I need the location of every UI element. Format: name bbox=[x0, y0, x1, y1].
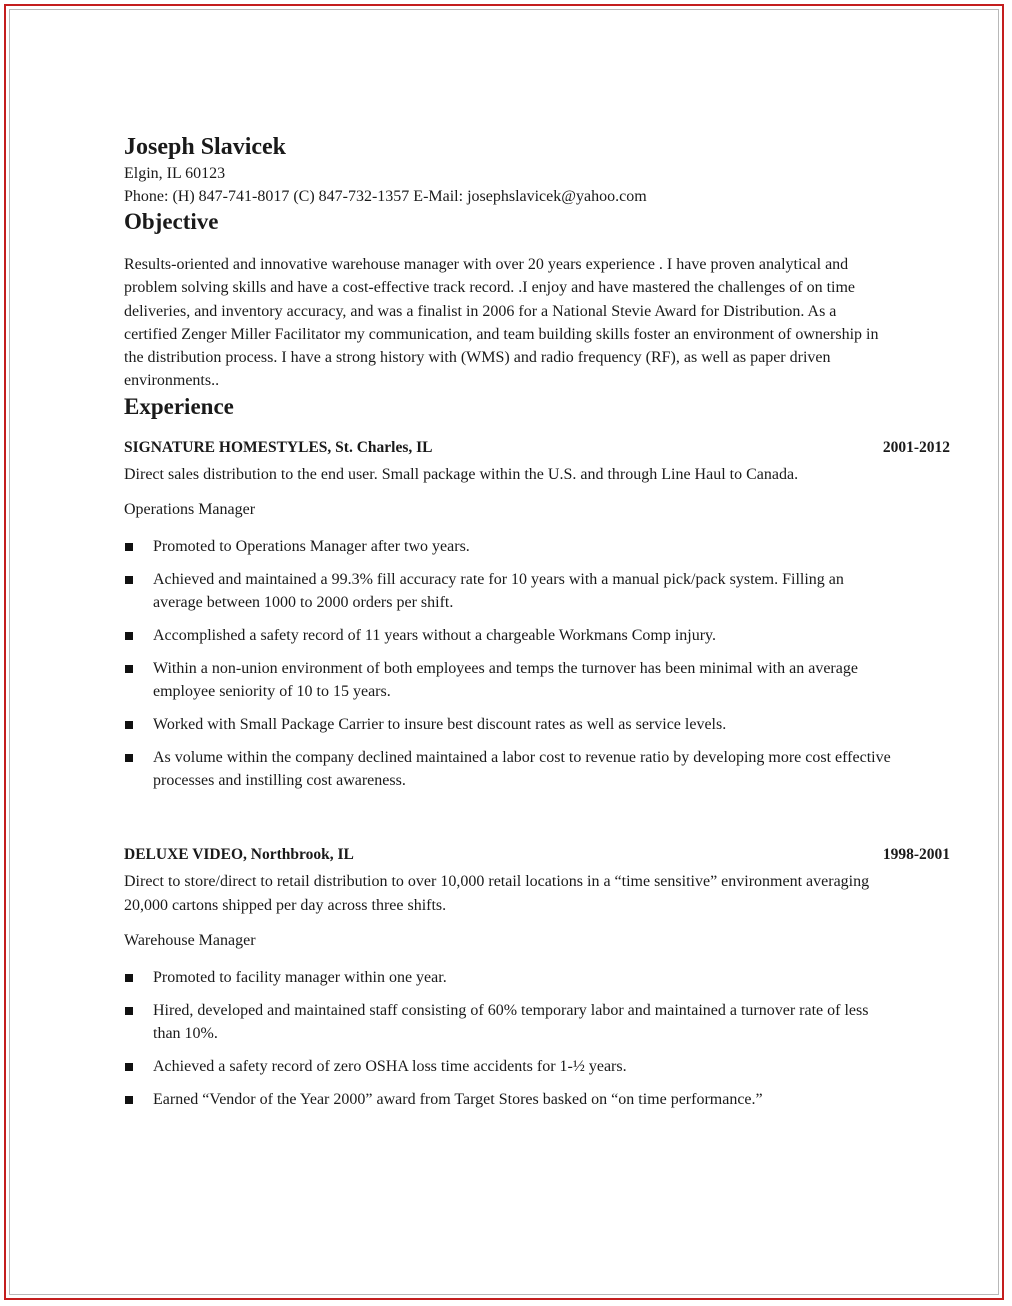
objective-heading: Objective bbox=[124, 209, 219, 234]
list-item bbox=[124, 535, 893, 558]
list-item bbox=[124, 999, 893, 1045]
job-header bbox=[124, 844, 950, 866]
job-dates: 1998-2001 bbox=[882, 845, 950, 863]
list-item bbox=[124, 624, 893, 647]
square-bullet-icon bbox=[125, 543, 133, 551]
list-item bbox=[124, 1055, 893, 1078]
objective-text: Results-oriented and innovative warehouse manager with over 20 years experience . I have proven analytical and problem solving skills and have a cost-effective track record. .I enjoy and have mastered the challenges of on time deliveries, and inventory accuracy, and was a finalist in 2006 for a National Stevie Award for Distribution. As a certified Zenger Miller Facilitator my communication, and team building skills foster an environment of ownership in the distribution process. I have a strong history with (WMS) and radio frequency (RF), as well as paper driven environments.. bbox=[124, 256, 879, 390]
bullet-text: Promoted to Operations Manager after two years. bbox=[153, 537, 470, 555]
applicant-name: Joseph Slavicek bbox=[124, 134, 287, 160]
list-item bbox=[124, 568, 893, 614]
contact-line: Phone: (H) 847-741-8017 (C) 847-732-1357 E-Mail: josephslavicek@yahoo.com bbox=[124, 188, 647, 205]
experience-heading: Experience bbox=[124, 393, 234, 419]
address-line: Elgin, IL 60123 bbox=[124, 165, 226, 182]
bullet-text: Worked with Small Package Carrier to insure best discount rates as well as service levels. bbox=[153, 715, 727, 733]
list-item bbox=[124, 713, 893, 736]
square-bullet-icon bbox=[125, 632, 133, 640]
job-header bbox=[124, 437, 950, 459]
list-item bbox=[124, 966, 893, 989]
bullet-text: Within a non-union environment of both employees and temps the turnover has been minimal with an average employee seniority of 10 to 15 years. bbox=[153, 659, 858, 700]
job-company: DELUXE VIDEO, Northbrook, IL bbox=[124, 845, 354, 863]
resume-document bbox=[124, 132, 950, 1121]
job-company: SIGNATURE HOMESTYLES, St. Charles, IL bbox=[124, 438, 433, 456]
list-item bbox=[124, 657, 893, 703]
job-position: Warehouse Manager bbox=[124, 931, 256, 949]
bullet-text: Achieved and maintained a 99.3% fill accuracy rate for 10 years with a manual pick/pack system. Filling an average between 1000 to 2000 orders per shift. bbox=[153, 570, 844, 611]
bullet-text: Accomplished a safety record of 11 years without a chargeable Workmans Comp injury. bbox=[153, 626, 716, 644]
square-bullet-icon bbox=[125, 754, 133, 762]
list-item bbox=[124, 746, 893, 792]
job-bullet-list bbox=[124, 535, 950, 792]
square-bullet-icon bbox=[125, 1096, 133, 1104]
square-bullet-icon bbox=[125, 576, 133, 584]
job-bullet-list bbox=[124, 966, 950, 1111]
bullet-text: Promoted to facility manager within one year. bbox=[153, 968, 447, 986]
bullet-text: Achieved a safety record of zero OSHA loss time accidents for 1-½ years. bbox=[153, 1057, 627, 1075]
square-bullet-icon bbox=[125, 665, 133, 673]
job-description: Direct sales distribution to the end user. Small package within the U.S. and through Line Haul to Canada. bbox=[124, 465, 799, 483]
square-bullet-icon bbox=[125, 721, 133, 729]
job-description: Direct to store/direct to retail distribution to over 10,000 retail locations in a “time sensitive” environment averaging 20,000 cartons shipped per day across three shifts. bbox=[124, 872, 870, 914]
job-position: Operations Manager bbox=[124, 500, 256, 518]
list-item bbox=[124, 1088, 893, 1111]
bullet-text: Hired, developed and maintained staff consisting of 60% temporary labor and maintained a turnover rate of less than 10%. bbox=[153, 1001, 869, 1042]
square-bullet-icon bbox=[125, 1007, 133, 1015]
square-bullet-icon bbox=[125, 974, 133, 982]
bullet-text: As volume within the company declined maintained a labor cost to revenue ratio by developing more cost effective processes and instilling cost awareness. bbox=[153, 748, 891, 789]
bullet-text: Earned “Vendor of the Year 2000” award from Target Stores basked on “on time performance.” bbox=[153, 1090, 763, 1108]
resume-header bbox=[124, 132, 950, 208]
square-bullet-icon bbox=[125, 1063, 133, 1071]
job-dates: 2001-2012 bbox=[882, 438, 950, 456]
